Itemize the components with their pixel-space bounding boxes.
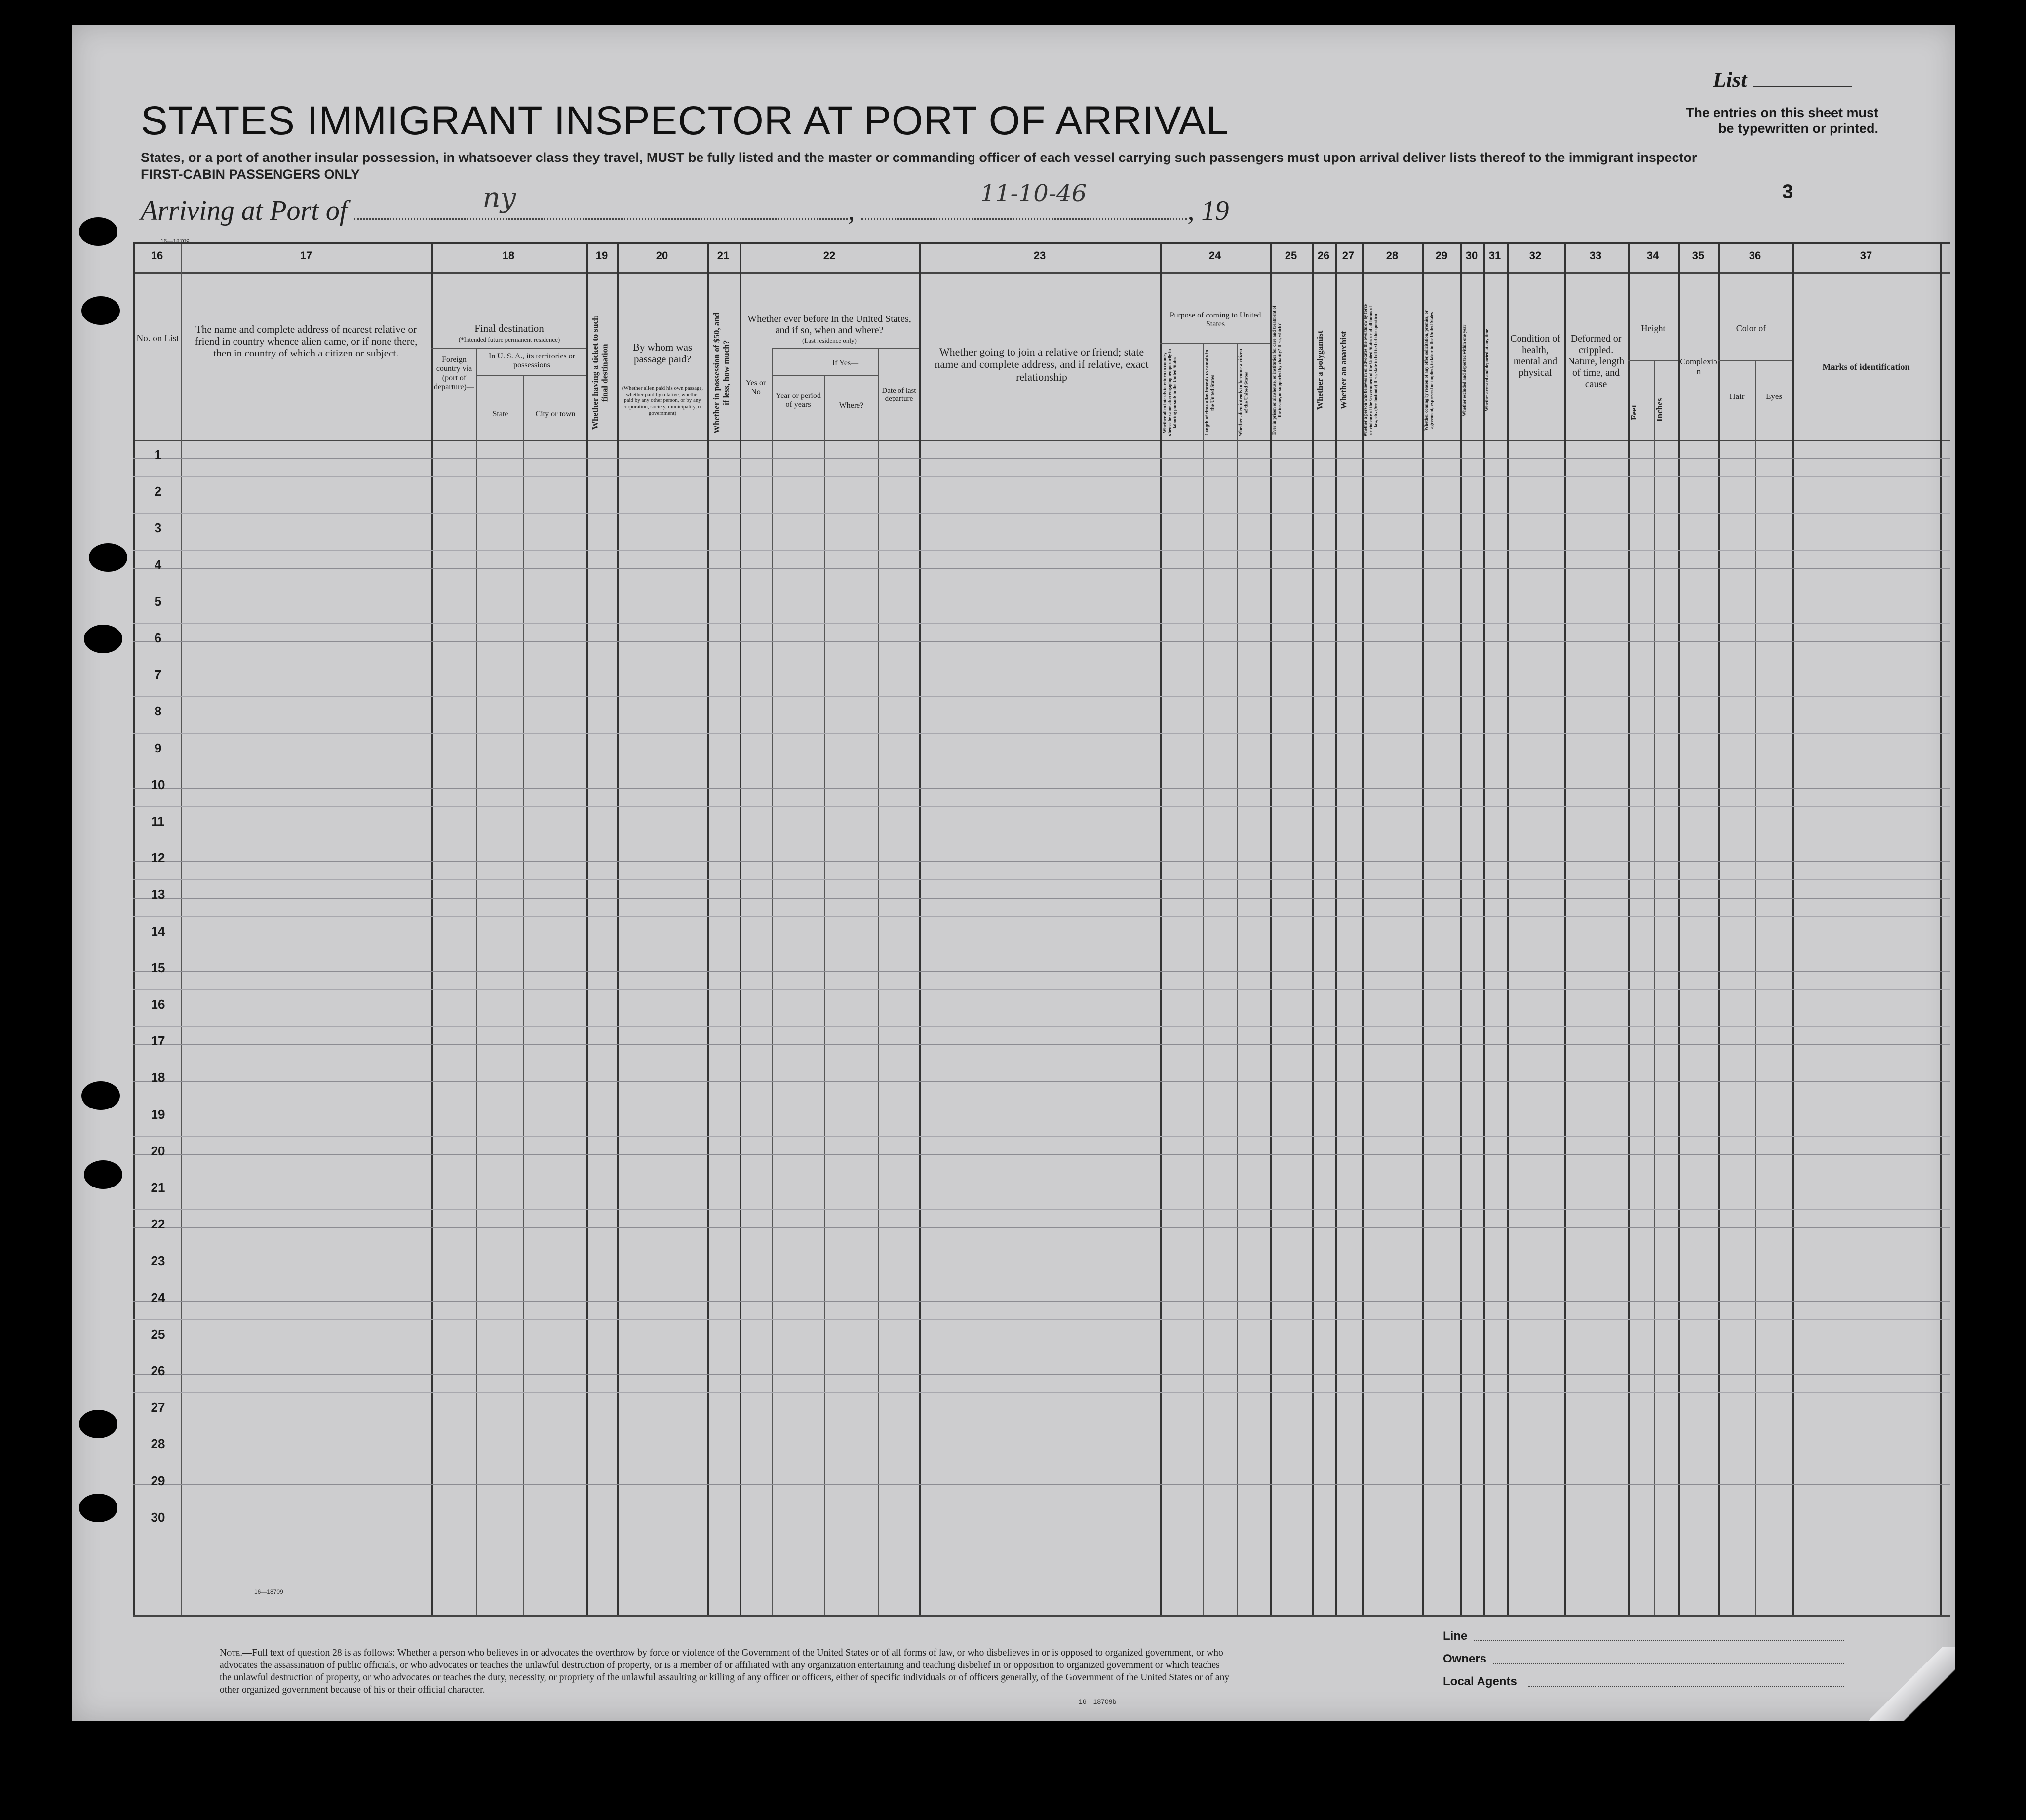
row-rule xyxy=(133,861,1950,862)
row-number: 4 xyxy=(154,557,162,572)
col-line xyxy=(878,348,879,1615)
line-label: Line xyxy=(1443,1629,1468,1643)
manifest-sheet xyxy=(72,25,1955,1721)
col-num-28: 28 xyxy=(1386,249,1399,262)
typewritten-note-line-2: be typewritten or printed. xyxy=(1718,121,1878,136)
header-18-foreign: Foreign country via (port of departure)— xyxy=(434,356,474,392)
row-rule xyxy=(133,1301,1950,1302)
header-32: Condition of health, mental and physical xyxy=(1510,333,1560,378)
header-22-year: Year or period of years xyxy=(776,392,821,409)
instructions xyxy=(141,149,1720,183)
punch-hole xyxy=(79,1494,117,1522)
header-36-hair: Hair xyxy=(1729,392,1745,401)
row-number: 1 xyxy=(154,447,162,462)
col-line xyxy=(1422,244,1424,1615)
row-number: 18 xyxy=(151,1070,165,1085)
col-line xyxy=(1160,244,1162,1615)
header-20-note: (Whether alien paid his own passage, whether paid by relative, whether paid by any other person, or by any corporation, society, municipality, or government) xyxy=(622,385,703,416)
instructions-line-2: FIRST-CABIN PASSENGERS ONLY xyxy=(141,167,360,182)
header-29: Whether coming by reason of any offer, solicitation, promise, or agreement, expressed or implied, to labor in the United States xyxy=(1424,310,1434,431)
col-num-34: 34 xyxy=(1646,249,1659,262)
col-line xyxy=(1460,244,1462,1615)
list-label: List xyxy=(1713,68,1747,92)
header-36-eyes: Eyes xyxy=(1765,392,1783,401)
header-34-title: Height xyxy=(1641,323,1666,333)
header-28: Whether a person who believes in or advocates the overthrow by force or violence of the Government of the United States or of all forms of law, etc. (See footnote) If so, state in full text of this question xyxy=(1363,304,1378,437)
row-rule xyxy=(133,1227,1950,1228)
header-20-title: By whom was passage paid? xyxy=(632,341,693,365)
row-rule xyxy=(133,458,1950,459)
row-number: 11 xyxy=(151,814,165,829)
typewritten-note-line-1: The entries on this sheet must xyxy=(1685,105,1878,120)
col-num-37: 37 xyxy=(1860,249,1872,262)
arriving-line: Arriving at Port of ny , 11-10-46 , 19 xyxy=(141,180,1229,226)
header-bottom-rule xyxy=(133,440,1950,441)
col-line xyxy=(1270,244,1272,1615)
typewritten-note xyxy=(1666,105,1878,136)
header-25: Ever in prison or almshouse, or institution for care and treatment of the insane, or supported by charity? If so, which? xyxy=(1272,306,1282,435)
row-number: 15 xyxy=(151,960,165,975)
row-number: 28 xyxy=(151,1436,165,1452)
col-line xyxy=(1792,244,1794,1615)
row-number: 23 xyxy=(151,1253,165,1268)
line-field[interactable] xyxy=(1474,1640,1844,1641)
header-24-c: Whether alien intends to become a citizen of the United States xyxy=(1238,349,1249,437)
year-prefix: 19 xyxy=(1201,196,1229,226)
manifest-table xyxy=(133,242,1950,1617)
date-field[interactable] xyxy=(861,180,1187,220)
col-num-17: 17 xyxy=(300,249,312,262)
col-num-35: 35 xyxy=(1692,249,1705,262)
footnote-text: —Full text of question 28 is as follows: Whether a person who believes in or advocates the overthrow by force or violence of the Government of the United States or of all forms of law, or who disbelieves in or is opposed to organized government, or who advocates the assassination of public officials, or who advocates or teaches the unlawful destruction of property, or is a member of or affiliated with any organization entertaining and teaching disbelief in or opposition to organized government or which teaches the unlawful destruction of property, or who advocates or teaches the duty, necessity, or propriety of the unlawful assaulting or killing of any officer or officers, either of specific individuals or of officers generally, of the Government of the United States or of any other organized government because of his or their official character. xyxy=(220,1648,1230,1695)
date-value: 11-10-46 xyxy=(980,180,1087,207)
row-number: 9 xyxy=(154,740,162,755)
row-rule xyxy=(133,971,1950,972)
col-num-19: 19 xyxy=(595,249,608,262)
col-line xyxy=(586,244,588,1615)
row-number: 6 xyxy=(154,631,162,645)
row-rule xyxy=(133,1484,1950,1485)
footnote-form-number: 16—18709b xyxy=(1079,1698,1117,1705)
row-number: 7 xyxy=(154,667,162,682)
col-num-27: 27 xyxy=(1342,249,1355,262)
col-line xyxy=(1483,244,1485,1615)
row-rule xyxy=(133,806,1950,807)
punch-hole xyxy=(89,543,127,572)
header-19: Whether having a ticket to such final destination xyxy=(590,316,610,430)
row-number: 21 xyxy=(151,1180,165,1195)
col-line xyxy=(1203,343,1204,1615)
col-num-24: 24 xyxy=(1208,249,1221,262)
header-34-inches: Inches xyxy=(1655,398,1664,422)
row-number: 16 xyxy=(151,997,165,1012)
sheet-number: 3 xyxy=(1782,181,1793,202)
header-17: The name and complete address of nearest relative or friend in country whence alien came, or if none there, then in country of which a citizen or subject. xyxy=(195,323,418,359)
col-line xyxy=(1335,244,1337,1615)
row-number: 22 xyxy=(151,1217,165,1232)
row-number: 26 xyxy=(151,1363,165,1378)
punch-hole xyxy=(84,1160,122,1189)
col-num-22: 22 xyxy=(823,249,836,262)
page-curl xyxy=(1856,1647,1955,1721)
col-num-29: 29 xyxy=(1435,249,1448,262)
header-23: Whether going to join a relative or friend; state name and complete address, and if relative, exact relationship xyxy=(935,346,1149,383)
row-number: 27 xyxy=(151,1400,165,1415)
row-rule xyxy=(133,1392,1950,1393)
row-number: 13 xyxy=(151,887,165,902)
header-26: Whether a polygamist xyxy=(1315,330,1325,410)
row-number: 8 xyxy=(154,704,162,719)
row-rule xyxy=(133,1154,1950,1155)
header-24-a: Whether alien intends to return to country whence he came after engaging temporarily in laboring pursuits in the United States xyxy=(1162,349,1177,437)
row-rule xyxy=(133,1026,1950,1027)
col-line xyxy=(476,348,477,1615)
row-rule xyxy=(133,623,1950,624)
local-agents-field[interactable] xyxy=(1528,1686,1844,1687)
row-rule xyxy=(133,550,1950,551)
header-18-city: City or town xyxy=(535,410,576,418)
header-36-title: Color of— xyxy=(1736,323,1775,333)
rule-22-sub xyxy=(772,348,919,349)
row-number: 3 xyxy=(154,520,162,536)
footnote xyxy=(220,1647,1232,1696)
row-rule xyxy=(133,788,1950,789)
row-number: 24 xyxy=(151,1290,165,1305)
owners-label: Owners xyxy=(1443,1652,1487,1665)
header-18-usa: In U. S. A., its territories or possessions xyxy=(488,352,576,370)
punch-hole xyxy=(79,1410,117,1438)
page-title: STATES IMMIGRANT INSPECTOR AT PORT OF ARRIVAL xyxy=(141,98,1229,143)
header-22-title: Whether ever before in the United States, and if so, when and where? xyxy=(747,314,911,336)
col-num-32: 32 xyxy=(1529,249,1542,262)
col-line xyxy=(1755,360,1756,1615)
row-rule xyxy=(133,879,1950,880)
col-num-36: 36 xyxy=(1749,249,1761,262)
col-line xyxy=(707,244,709,1615)
header-22-ifyes: If Yes— xyxy=(832,359,859,367)
row-number: 10 xyxy=(151,777,165,792)
row-number: 2 xyxy=(154,484,162,499)
header-22-note: (Last residence only) xyxy=(802,337,857,344)
rule-18-sub xyxy=(431,348,586,349)
col-line xyxy=(772,348,773,1615)
row-number: 5 xyxy=(154,593,162,609)
row-rule xyxy=(133,916,1950,917)
row-number: 20 xyxy=(151,1143,165,1158)
header-18-note: (*Intended future permanent residence) xyxy=(458,336,560,343)
rule-22-ifyes xyxy=(772,375,878,376)
col-line xyxy=(1507,244,1509,1615)
col-num-21: 21 xyxy=(717,249,730,262)
header-18-title: Final destination xyxy=(474,322,544,334)
row-number: 30 xyxy=(151,1509,165,1525)
col-line xyxy=(919,244,921,1615)
header-35: Complexion xyxy=(1680,357,1717,376)
header-33: Deformed or crippled. Nature, length of time, and cause xyxy=(1567,333,1625,390)
header-24-b: Length of time alien intends to remain in the United States xyxy=(1205,350,1216,436)
row-rule xyxy=(133,1209,1950,1210)
header-24-title: Purpose of coming to United States xyxy=(1169,311,1261,329)
row-rule xyxy=(133,641,1950,642)
list-number-line[interactable] xyxy=(1753,86,1852,87)
owners-field[interactable] xyxy=(1493,1663,1844,1664)
header-30: Whether excluded and deported within one year xyxy=(1462,324,1467,416)
row-number: 25 xyxy=(151,1326,165,1342)
col-line xyxy=(1678,244,1680,1615)
row-number: 14 xyxy=(151,923,165,939)
row-rule xyxy=(133,513,1950,514)
col-line xyxy=(1654,360,1655,1615)
header-22-where: Where? xyxy=(839,401,864,410)
port-value: ny xyxy=(482,182,516,214)
col-num-18: 18 xyxy=(502,249,515,262)
col-line xyxy=(1362,244,1364,1615)
row-number: 19 xyxy=(151,1107,165,1122)
rule-34-sub xyxy=(1628,360,1678,361)
arriving-label: Arriving at Port of xyxy=(141,196,348,226)
row-rule xyxy=(133,476,1950,477)
col-line xyxy=(617,244,619,1615)
footnote-lead: Note. xyxy=(220,1648,243,1658)
row-number: 17 xyxy=(151,1033,165,1049)
row-rule xyxy=(133,1136,1950,1137)
form-number-left: 16—18709 xyxy=(254,1588,283,1595)
col-line xyxy=(740,244,741,1615)
row-rule xyxy=(133,1374,1950,1375)
header-16: No. on List xyxy=(136,333,179,344)
col-num-30: 30 xyxy=(1465,249,1478,262)
port-field[interactable] xyxy=(354,182,848,220)
col-num-25: 25 xyxy=(1285,249,1297,262)
row-rule xyxy=(133,733,1950,734)
col-num-26: 26 xyxy=(1317,249,1330,262)
col-line xyxy=(1312,244,1314,1615)
row-rule xyxy=(133,1044,1950,1045)
col-line xyxy=(1940,244,1942,1615)
row-rule xyxy=(133,898,1950,899)
rule-18-usa xyxy=(476,375,586,376)
header-27: Whether an anarchist xyxy=(1339,331,1348,410)
header-18-state: State xyxy=(492,410,508,418)
local-agents-label: Local Agents xyxy=(1443,1675,1517,1688)
header-22-yesno: Yes or No xyxy=(745,379,766,396)
form-number-top: 16—18709 xyxy=(160,238,190,245)
row-rule xyxy=(133,989,1950,990)
col-num-20: 20 xyxy=(656,249,668,262)
rule-24-sub xyxy=(1160,343,1270,344)
header-22-date: Date of last departure xyxy=(882,387,916,403)
punch-hole xyxy=(79,217,117,246)
row-rule xyxy=(133,696,1950,697)
header-rule xyxy=(133,272,1950,274)
header-31: Whether arrested and deported at any time xyxy=(1484,329,1489,412)
header-21: Whether in possession of $50, and if less, how much? xyxy=(712,312,731,434)
col-num-31: 31 xyxy=(1488,249,1501,262)
col-num-33: 33 xyxy=(1589,249,1602,262)
rule-36-sub xyxy=(1718,360,1792,361)
punch-hole xyxy=(84,625,122,653)
row-number: 29 xyxy=(151,1473,165,1488)
row-rule xyxy=(133,1081,1950,1082)
row-rule xyxy=(133,568,1950,569)
row-number: 12 xyxy=(151,850,165,866)
header-34-feet: Feet xyxy=(1629,404,1638,420)
col-num-23: 23 xyxy=(1033,249,1046,262)
instructions-line-1: States, or a port of another insular possession, in whatsoever class they travel, MUST be fully listed and the master or commanding officer of each vessel carrying such passengers must upon arrival deliver lists thereof to the immigrant inspector xyxy=(141,150,1697,165)
punch-hole xyxy=(81,1081,120,1110)
col-line xyxy=(1628,244,1630,1615)
col-line xyxy=(431,244,433,1615)
row-rule xyxy=(133,1319,1950,1320)
col-line xyxy=(1718,244,1720,1615)
col-num-16: 16 xyxy=(151,249,163,262)
col-line xyxy=(1564,244,1566,1615)
list-number xyxy=(1713,67,1852,92)
header-37: Marks of identification xyxy=(1822,362,1910,372)
col-line xyxy=(1237,343,1238,1615)
punch-hole xyxy=(81,296,120,325)
